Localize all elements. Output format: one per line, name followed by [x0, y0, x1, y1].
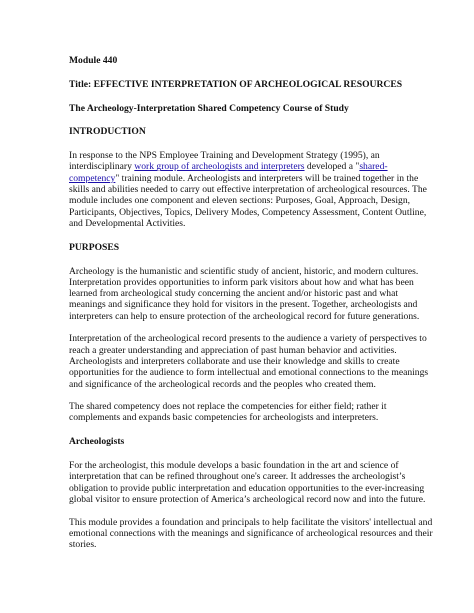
purposes-heading: PURPOSES — [69, 241, 120, 253]
archeologists-paragraph-1: For the archeologist, this module develops a basic foundation in the art and science of interpretation that can be refined throughout one's career. It addresses the archeologist’s obligation to provide public interpretation and education opportunities to the ever-increasing global visitor to ensure protection of America’s archeological record now and into the future. — [69, 460, 426, 505]
purposes-paragraph-1: Archeology is the humanistic and scientific study of ancient, historic, and modern cultures. Interpretation provides opportunities to inform park visitors about how and what has been learned from archeological study concerning the ancient and/or historic past and what meanings and significance they hold for visitors in the present. Together, archeologists and interpreters can help to ensure protection of the archeological record for future generations. — [69, 265, 420, 322]
introduction-heading: INTRODUCTION — [69, 126, 146, 138]
document-title: Title: EFFECTIVE INTERPRETATION OF ARCHEOLOGICAL RESOURCES — [69, 78, 403, 90]
module-number: Module 440 — [69, 55, 118, 66]
intro-text-middle: developed a " — [304, 161, 360, 173]
intro-text-end: " training module. Archeologists and interpreters will be trained together in the skills and abilities needed to carry out effective interpretation of archeological resources. The module includes one component and eleven sections: Purposes, Goal, Approach, Design, Participants, Objectives, Topics, Delivery Modes, Competency Assessment, Content Outline, and Developmental Activities. — [69, 172, 427, 229]
archeologists-heading: Archeologists — [69, 436, 125, 448]
document-subtitle: The Archeology-Interpretation Shared Competency Course of Study — [69, 102, 349, 114]
purposes-paragraph-2: Interpretation of the archeological record presents to the audience a variety of perspectives to reach a greater understanding and appreciation of past human behavior and activities. Archeologists and interpreters collaborate and use their knowledge and skills to create opportunities for the audience to form intellectual and emotional connections to the meanings and significance of the archeological records and the peoples who created them. — [69, 333, 429, 390]
shared-competency-link[interactable]: shared-competency — [69, 161, 388, 184]
work-group-link[interactable]: work group of archeologists and interpreters — [134, 161, 305, 173]
intro-text-start: In response to the NPS Employee Training and Development Strategy (1995), an interdisciplinary — [69, 150, 380, 173]
archeologists-paragraph-2: This module provides a foundation and principals to help facilitate the visitors' intellectual and emotional connections with the meanings and significance of archeological resources and their stories. — [69, 516, 433, 551]
purposes-paragraph-3: The shared competency does not replace the competencies for either field; rather it complements and expands basic competencies for archeologists and interpreters. — [69, 401, 387, 424]
introduction-paragraph — [69, 150, 434, 229]
